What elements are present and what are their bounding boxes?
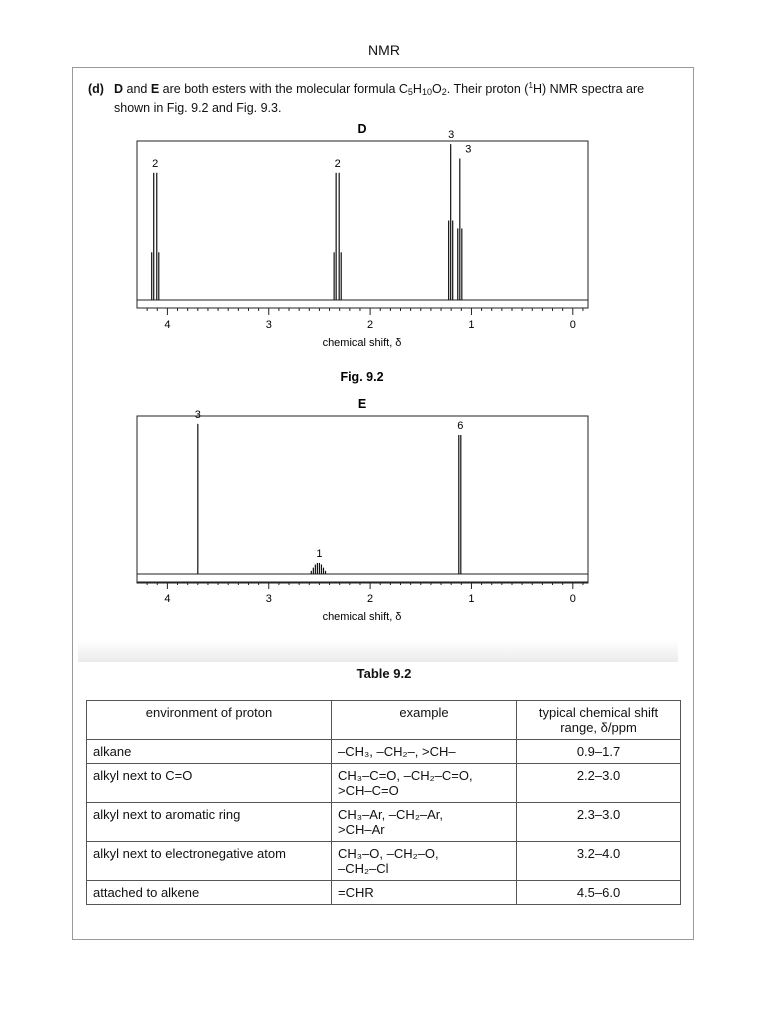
subscript: 2 [441,87,447,98]
page-header: NMR [368,42,400,58]
example-line: CH₃–C=O, –CH₂–C=O, [338,768,473,783]
part-label: (d) [88,82,104,97]
shift-table [86,700,681,905]
environment-cell: alkyl next to aromatic ring [87,803,332,842]
tick-label: 2 [367,593,374,605]
table-header: example [332,701,517,740]
table-header: environment of proton [87,701,332,740]
intro-text: O [431,82,442,97]
peak-integration-label: 6 [457,419,464,432]
environment-cell: alkyl next to electronegative atom [87,842,332,881]
example-line: –CH₂–Cl [338,861,389,876]
tick-label: 1 [468,593,475,605]
example-line: CH₃–Ar, –CH₂–Ar, [338,807,443,822]
scan-shadow [78,640,678,662]
range-cell: 2.3–3.0 [517,803,681,842]
figure-caption: Fig. 9.2 [340,370,384,384]
tick-label: 1 [468,319,475,331]
table-row [87,764,681,803]
intro-text: H [412,82,422,97]
range-cell: 0.9–1.7 [517,740,681,764]
environment-cell: alkane [87,740,332,764]
range-cell: 2.2–3.0 [517,764,681,803]
example-line: CH₃–O, –CH₂–O, [338,846,439,861]
table-row [87,842,681,881]
intro-text: are both esters with the molecular formula C [159,82,408,97]
table-header: typical chemical shift range, δ/ppm [517,701,681,740]
tick-label: 4 [164,593,171,605]
intro-text: H) NMR spectra are [532,82,645,97]
superscript: 1 [528,81,533,90]
intro-text: shown in Fig. 9.2 and Fig. 9.3. [114,101,282,116]
table-header-row [87,701,681,740]
tick-label: 3 [265,593,272,605]
intro-text: . Their proton ( [446,82,529,97]
example-cell [332,764,517,803]
example-cell [332,740,517,764]
example-line: >CH–Ar [338,822,385,837]
peak-integration-label: 3 [194,408,201,421]
compound-d: D [114,82,124,97]
spectrum-title: D [357,122,367,136]
example-line: >CH–C=O [338,783,399,798]
spectrum-title: E [357,397,367,411]
compound-e: E [150,82,160,97]
example-cell [332,803,517,842]
range-cell: 3.2–4.0 [517,842,681,881]
environment-cell: alkyl next to C=O [87,764,332,803]
axis-title: chemical shift, δ [322,611,402,623]
range-cell: 4.5–6.0 [517,881,681,905]
subscript: 5 [407,87,413,98]
table-row [87,740,681,764]
table-row [87,803,681,842]
peak-integration-label: 3 [465,143,472,156]
intro-text: and [123,82,151,97]
axis-title: chemical shift, δ [322,337,402,349]
example-cell [332,842,517,881]
tick-label: 2 [367,319,374,331]
environment-cell: attached to alkene [87,881,332,905]
peak-integration-label: 1 [316,547,323,560]
example-line: =CHR [338,885,374,900]
tick-label: 3 [265,319,272,331]
plot-frame [137,416,588,583]
peak-integration-label: 2 [152,157,159,170]
tick-label: 4 [164,319,171,331]
tick-label: 0 [569,319,576,331]
peak-integration-label: 3 [448,129,455,142]
example-line: –CH₃, –CH₂–, >CH– [338,744,456,759]
peak-integration-label: 2 [334,157,341,170]
subscript: 10 [421,87,432,98]
example-cell [332,881,517,905]
tick-label: 0 [569,593,576,605]
table-row [87,881,681,905]
plot-frame [137,141,588,308]
table-title: Table 9.2 [356,666,412,681]
